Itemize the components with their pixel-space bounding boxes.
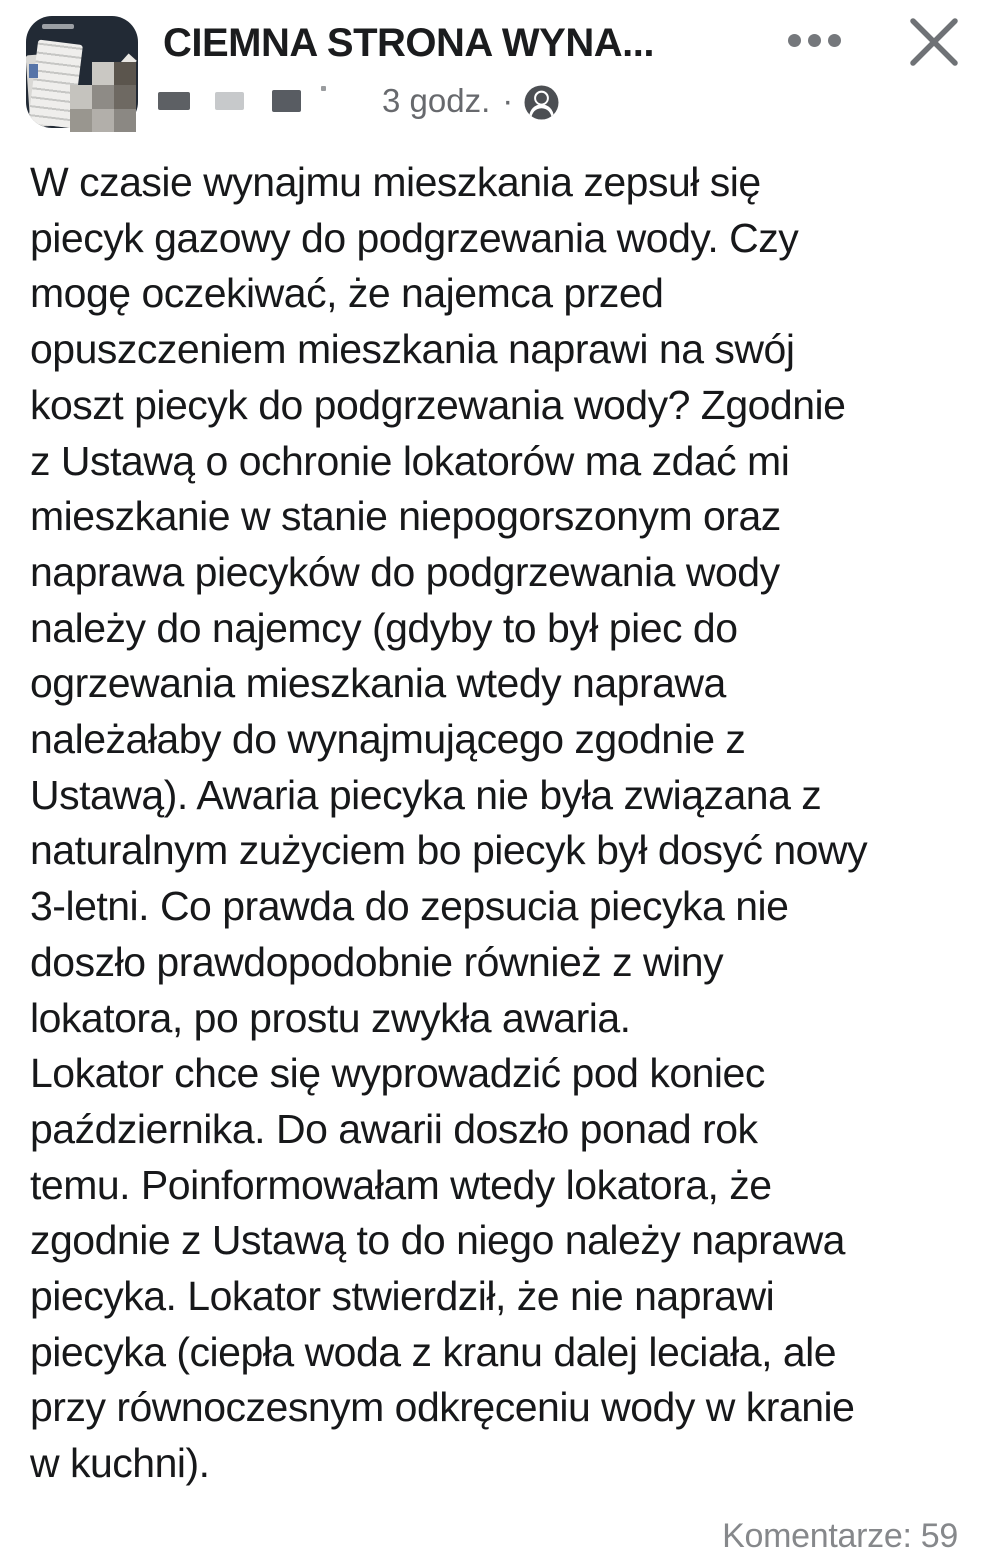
post-text-line: lokatora, po prostu zwykła awaria. bbox=[30, 994, 631, 1041]
group-avatar[interactable] bbox=[26, 16, 138, 128]
post-text-line: piecyka. Lokator stwierdził, że nie naprawi bbox=[30, 1273, 775, 1320]
post-text-line: zgodnie z Ustawą to do niego należy naprawa bbox=[30, 1217, 845, 1264]
post-text-line: temu. Poinformowałam wtedy lokatora, że bbox=[30, 1161, 772, 1208]
post-text bbox=[30, 155, 953, 1492]
ellipsis-dot bbox=[828, 34, 841, 47]
post-text-line: ogrzewania mieszkania wtedy naprawa bbox=[30, 660, 726, 707]
ellipsis-dot bbox=[788, 34, 801, 47]
redacted-author-dot bbox=[321, 86, 326, 91]
avatar-text-blur bbox=[42, 24, 74, 29]
comments-count[interactable]: Komentarze: 59 bbox=[722, 1517, 958, 1555]
avatar-blue-detail bbox=[29, 64, 38, 78]
group-name[interactable]: CIEMNA STRONA WYNA... bbox=[163, 21, 654, 65]
post-text-line: W czasie wynajmu mieszkania zepsuł się bbox=[30, 159, 761, 205]
close-button[interactable] bbox=[902, 12, 966, 77]
ellipsis-dot bbox=[808, 34, 821, 47]
post-text-line: w kuchni). bbox=[30, 1440, 210, 1487]
redacted-author-block bbox=[215, 92, 244, 110]
redacted-author-block bbox=[158, 92, 190, 110]
anonymous-icon bbox=[523, 84, 560, 121]
post-text-line: mogę oczekiwać, że najemca przed bbox=[30, 270, 664, 317]
post-text-line: października. Do awarii doszło ponad rok bbox=[30, 1105, 758, 1152]
redacted-author-block bbox=[272, 90, 301, 112]
post-text-line: należałaby do wynajmującego zgodnie z bbox=[30, 716, 746, 763]
post-text-line: Ustawą). Awaria piecyka nie była związana z bbox=[30, 771, 822, 818]
post-text-line: koszt piecyk do podgrzewania wody? Zgodnie bbox=[30, 381, 846, 428]
post-text-line: mieszkanie w stanie niepogorszonym oraz bbox=[30, 493, 781, 540]
close-icon bbox=[906, 55, 962, 72]
timestamp: 3 godz. bbox=[382, 82, 491, 119]
post-footer bbox=[722, 1517, 958, 1556]
post-text-line: przy równoczesnym odkręceniu wody w kranie bbox=[30, 1384, 855, 1431]
post-text-line: naprawa piecyków do podgrzewania wody bbox=[30, 548, 780, 595]
post-meta-row bbox=[158, 80, 560, 122]
pixelated-censor-overlay bbox=[70, 62, 136, 132]
post-text-line: 3-letni. Co prawda do zepsucia piecyka nie bbox=[30, 883, 789, 930]
separator-dot: · bbox=[502, 82, 514, 119]
post-text-line: doszło prawdopodobnie również z winy bbox=[30, 938, 724, 985]
more-options-button[interactable] bbox=[782, 24, 847, 57]
post-text-line: Lokator chce się wyprowadzić pod koniec bbox=[30, 1050, 765, 1097]
post-text-line: piecyk gazowy do podgrzewania wody. Czy bbox=[30, 214, 799, 261]
post-text-line: piecyka (ciepła woda z kranu dalej leciała, ale bbox=[30, 1328, 837, 1375]
post-text-line: należy do najemcy (gdyby to był piec do bbox=[30, 604, 738, 651]
post-text-line: naturalnym zużyciem bo piecyk był dosyć nowy bbox=[30, 827, 868, 874]
post-text-line: z Ustawą o ochronie lokatorów ma zdać mi bbox=[30, 437, 790, 484]
post-text-line: opuszczeniem mieszkania naprawi na swój bbox=[30, 326, 795, 373]
